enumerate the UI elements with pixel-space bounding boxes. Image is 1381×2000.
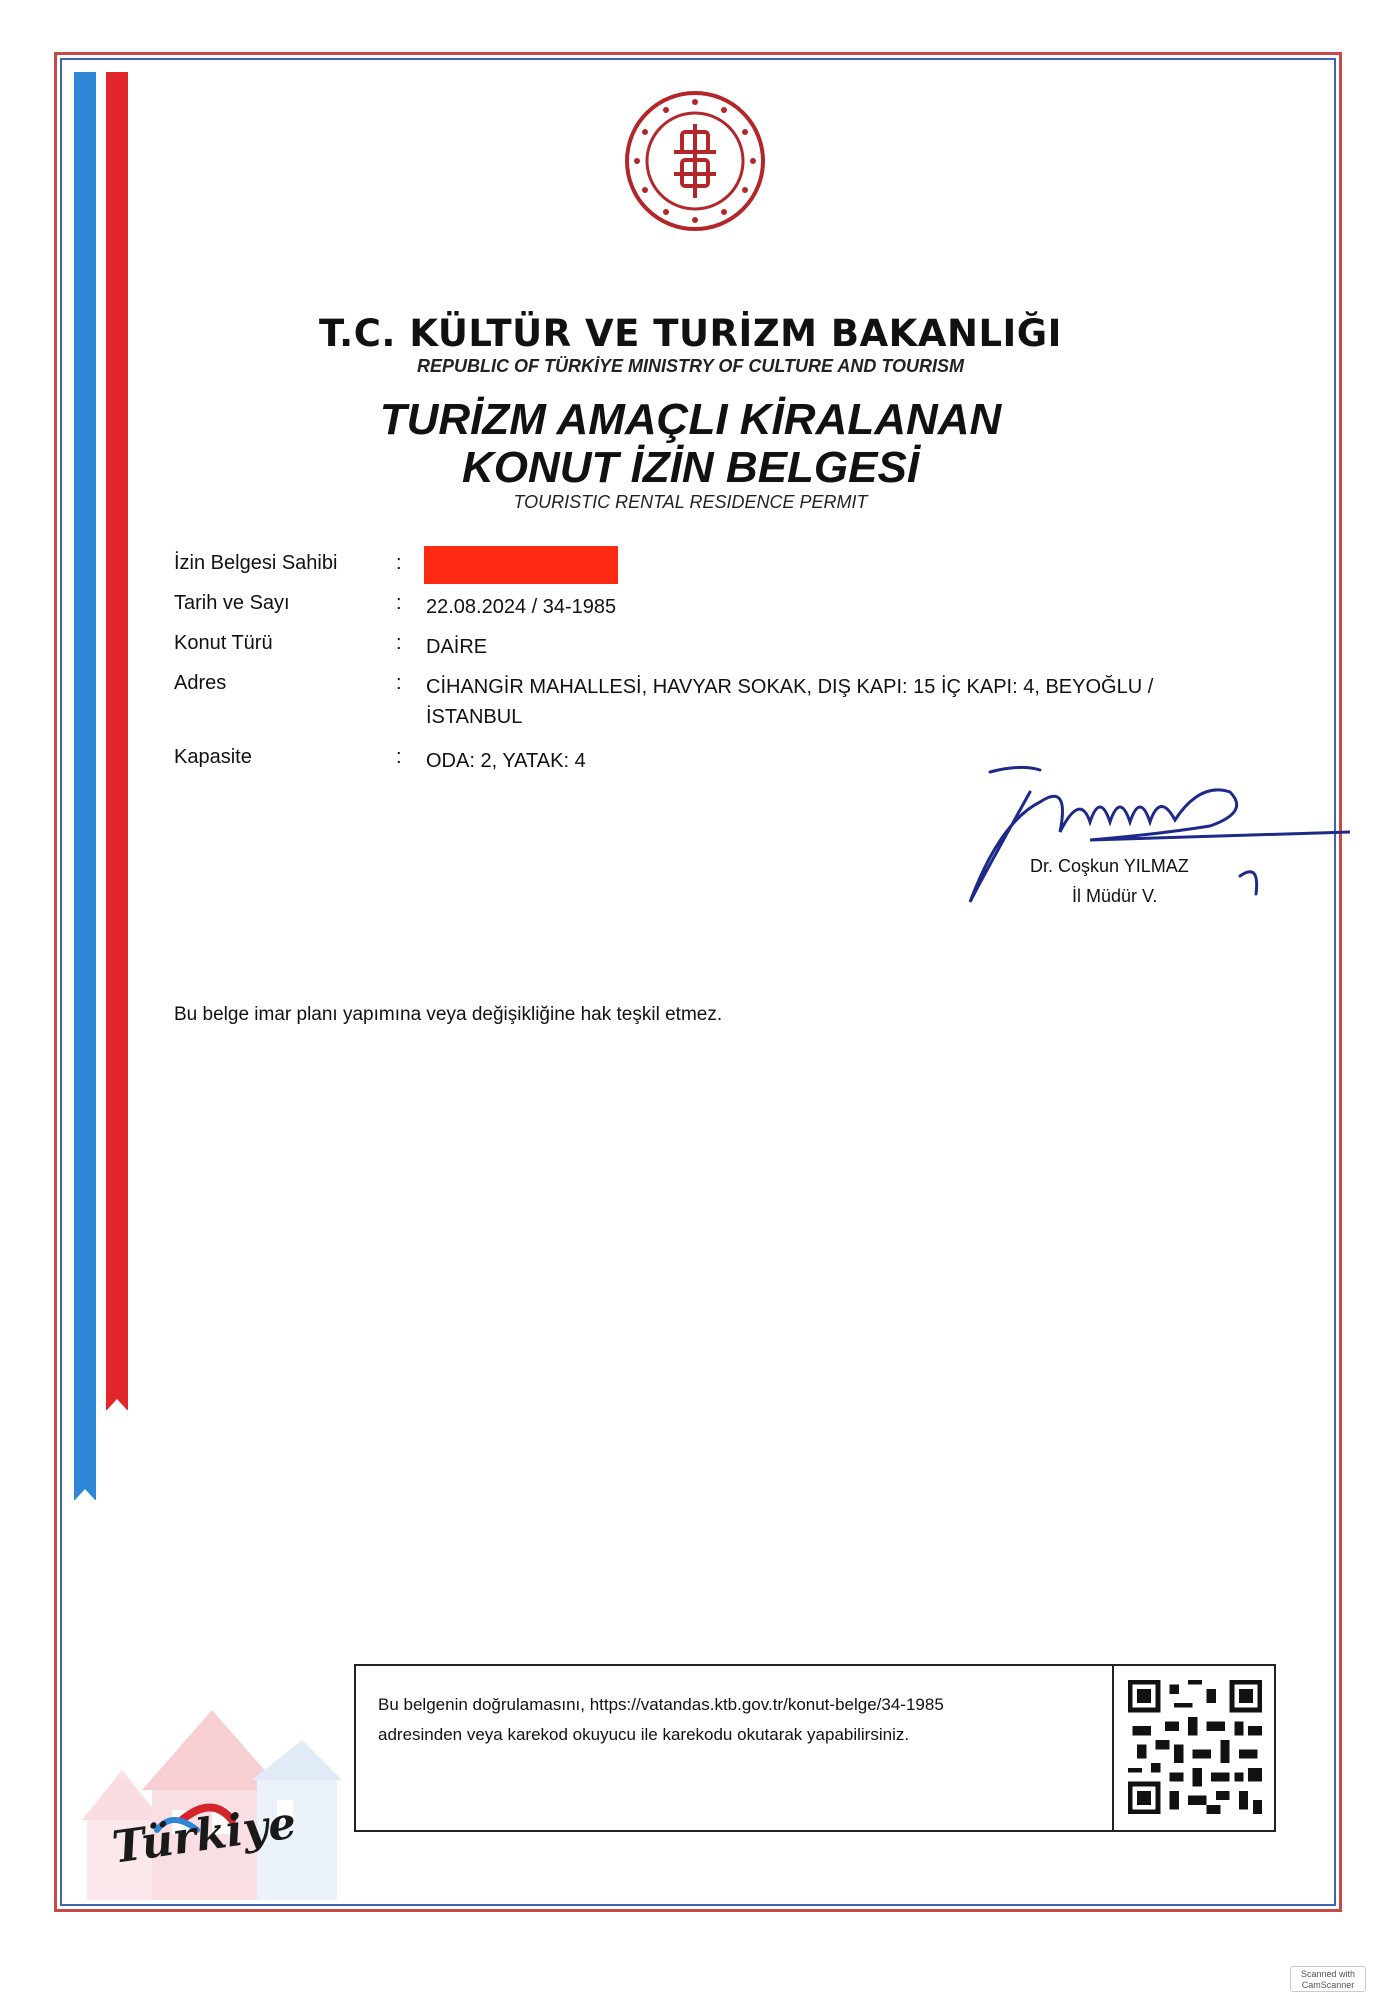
- qr-code-icon[interactable]: [1128, 1680, 1262, 1814]
- verification-box: [354, 1664, 1276, 1832]
- verification-line1: Bu belgenin doğrulamasını, https://vatandas.ktb.gov.tr/konut-belge/34-1985: [378, 1695, 944, 1714]
- camscanner-line1: Scanned with: [1300, 1969, 1356, 1979]
- field-value: 22.08.2024 / 34-1985: [426, 596, 617, 618]
- signatory-name: Dr. Coşkun YILMAZ: [1030, 856, 1189, 876]
- ministry-title: T.C. KÜLTÜR VE TURİZM BAKANLIĞI: [319, 312, 1062, 355]
- redaction-block: [424, 546, 618, 584]
- field-value: CİHANGİR MAHALLESİ, HAVYAR SOKAK, DIŞ KAPI: 15 İÇ KAPI: 4, BEYOĞLU / İSTANBUL: [426, 676, 1154, 728]
- field-label: Adres: [174, 672, 227, 694]
- camscanner-badge: [1290, 1966, 1366, 1992]
- field-colon: :: [396, 632, 402, 654]
- verification-text: [378, 1690, 1078, 1750]
- field-label: Tarih ve Sayı: [174, 592, 290, 614]
- turkiye-brand-text: Türkiye: [109, 1797, 300, 1874]
- field-value: ODA: 2, YATAK: 4: [426, 750, 586, 772]
- field-colon: :: [396, 592, 402, 614]
- ministry-emblem-icon: [624, 90, 766, 232]
- document-title-line2: KONUT İZİN BELGESİ: [461, 443, 920, 492]
- ministry-title-en: REPUBLIC OF TÜRKİYE MINISTRY OF CULTURE AND TOURISM: [416, 356, 964, 376]
- turkiye-brand-illustration: [62, 1700, 352, 1900]
- field-colon: :: [396, 746, 402, 768]
- field-label: İzin Belgesi Sahibi: [174, 552, 338, 574]
- field-colon: :: [396, 552, 402, 574]
- signatory-title: İl Müdür V.: [1072, 886, 1158, 906]
- red-ribbon: [106, 72, 128, 1410]
- document-title-en: TOURISTIC RENTAL RESIDENCE PERMIT: [513, 492, 868, 512]
- field-label: Kapasite: [174, 746, 252, 768]
- camscanner-line2: CamScanner: [1301, 1980, 1355, 1990]
- field-colon: :: [396, 672, 402, 694]
- legal-note: Bu belge imar planı yapımına veya değişikliğine hak teşkil etmez.: [174, 1004, 723, 1025]
- field-label: Konut Türü: [174, 632, 273, 654]
- blue-ribbon: [74, 72, 96, 1500]
- document-title-line1: TURİZM AMAÇLI KİRALANAN: [379, 395, 1002, 444]
- verification-line2: adresinden veya karekod okuyucu ile karekodu okutarak yapabilirsiniz.: [378, 1725, 910, 1744]
- field-value: DAİRE: [426, 636, 488, 658]
- verification-divider: [1112, 1666, 1114, 1830]
- document-title: [0, 396, 1381, 492]
